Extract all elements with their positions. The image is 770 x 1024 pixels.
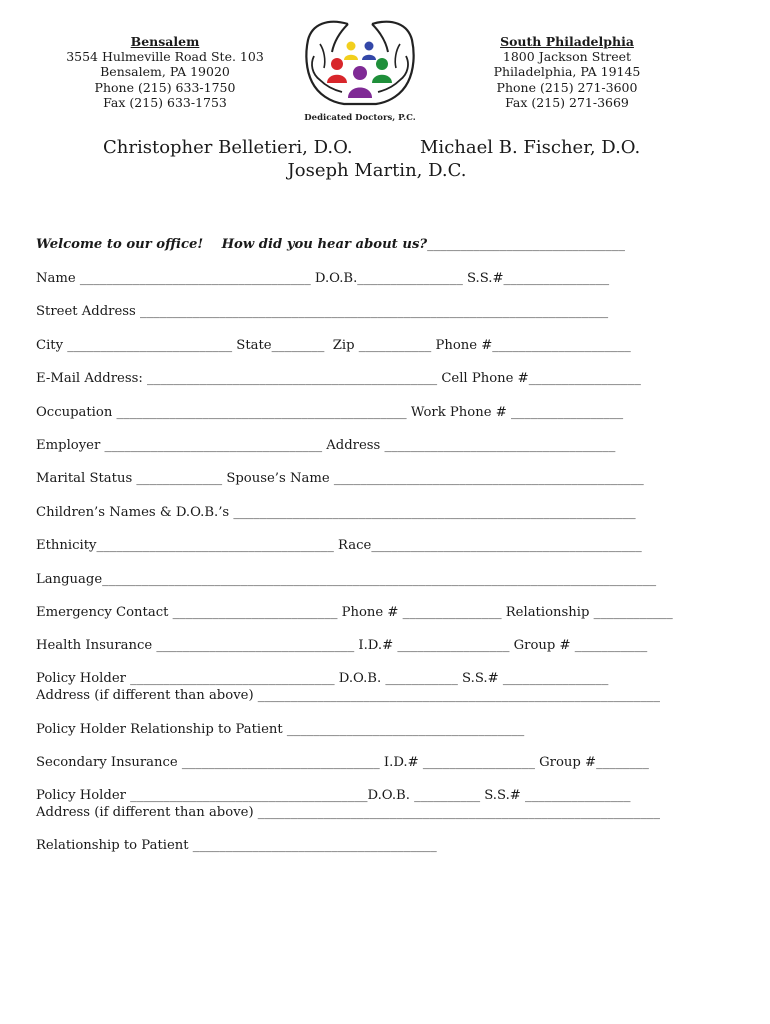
dedicated-doctors-logo — [298, 16, 422, 126]
form-line-ethnicity[interactable]: Ethnicity____________________________________ Race_________________________________________ — [36, 538, 642, 553]
welcome-text: Welcome to our office! How did you hear about us? — [36, 237, 428, 252]
office-name: Bensalem — [130, 34, 200, 49]
office-south-philadelphia — [452, 34, 682, 110]
doctor-name: Joseph Martin, D.C. — [287, 160, 467, 181]
green-figure — [372, 58, 392, 83]
logo-caption: Dedicated Doctors, P.C. — [304, 113, 416, 123]
form-line-relationship-to-patient[interactable]: Relationship to Patient _____________________________________ — [36, 838, 437, 853]
form-line-policy-holder[interactable]: Policy Holder _______________________________ D.O.B. ___________ S.S.# ________________ — [36, 671, 609, 686]
form-line-name[interactable]: Name ___________________________________ D.O.B.________________ S.S.#________________ — [36, 271, 610, 286]
form-line-policy-holder-relationship[interactable]: Policy Holder Relationship to Patient ____________________________________ — [36, 722, 525, 737]
welcome-line — [36, 236, 625, 253]
form-line-language[interactable]: Language____________________________________________________________________________________ — [36, 572, 657, 587]
form-line-occupation[interactable]: Occupation ____________________________________________ Work Phone # _________________ — [36, 405, 624, 420]
form-line-secondary-policy-holder-address[interactable]: Address (if different than above) _____________________________________________________________ — [36, 805, 660, 820]
office-bensalem — [50, 34, 280, 110]
form-line-children[interactable]: Children’s Names & D.O.B.’s _____________________________________________________________ — [36, 505, 636, 520]
form-line-city[interactable]: City _________________________ State________ Zip ___________ Phone #_____________________ — [36, 338, 631, 353]
referral-source-field[interactable]: ______________________________ — [427, 237, 625, 252]
form-line-employer[interactable]: Employer _________________________________ Address ___________________________________ — [36, 438, 616, 453]
office-street: 1800 Jackson Street — [502, 49, 632, 65]
office-phone: Phone (215) 271-3600 — [496, 79, 638, 95]
yellow-figure — [344, 42, 358, 61]
form-line-health-insurance[interactable]: Health Insurance ______________________________ I.D.# _________________ Group # ___________ — [36, 638, 648, 653]
form-line-emergency-contact[interactable]: Emergency Contact _________________________ Phone # _______________ Relationship ____________ — [36, 605, 673, 620]
doctor-name: Christopher Belletieri, D.O. — [103, 137, 353, 158]
office-fax: Fax (215) 271-3669 — [505, 94, 629, 110]
office-street: 3554 Hulmeville Road Ste. 103 — [66, 49, 264, 65]
form-line-secondary-policy-holder[interactable]: Policy Holder ____________________________________D.O.B. __________ S.S.# ________________ — [36, 788, 631, 803]
form-line-marital-status[interactable]: Marital Status _____________ Spouse’s Name _______________________________________________ — [36, 471, 644, 486]
form-line-secondary-insurance[interactable]: Secondary Insurance ______________________________ I.D.# _________________ Group #________ — [36, 755, 649, 770]
office-fax: Fax (215) 633-1753 — [103, 94, 227, 110]
form-line-email[interactable]: E-Mail Address: ____________________________________________ Cell Phone #_________________ — [36, 371, 641, 386]
doctor-name: Michael B. Fischer, D.O. — [420, 137, 641, 158]
office-name: South Philadelphia — [500, 34, 634, 49]
red-figure — [327, 58, 347, 83]
office-city: Philadelphia, PA 19145 — [493, 64, 641, 80]
office-city: Bensalem, PA 19020 — [100, 64, 230, 80]
purple-figure — [348, 66, 372, 98]
form-line-street-address[interactable]: Street Address _______________________________________________________________________ — [36, 304, 609, 319]
office-phone: Phone (215) 633-1750 — [94, 79, 236, 95]
blue-figure — [362, 42, 376, 61]
form-line-policy-holder-address[interactable]: Address (if different than above) _____________________________________________________________ — [36, 688, 660, 703]
